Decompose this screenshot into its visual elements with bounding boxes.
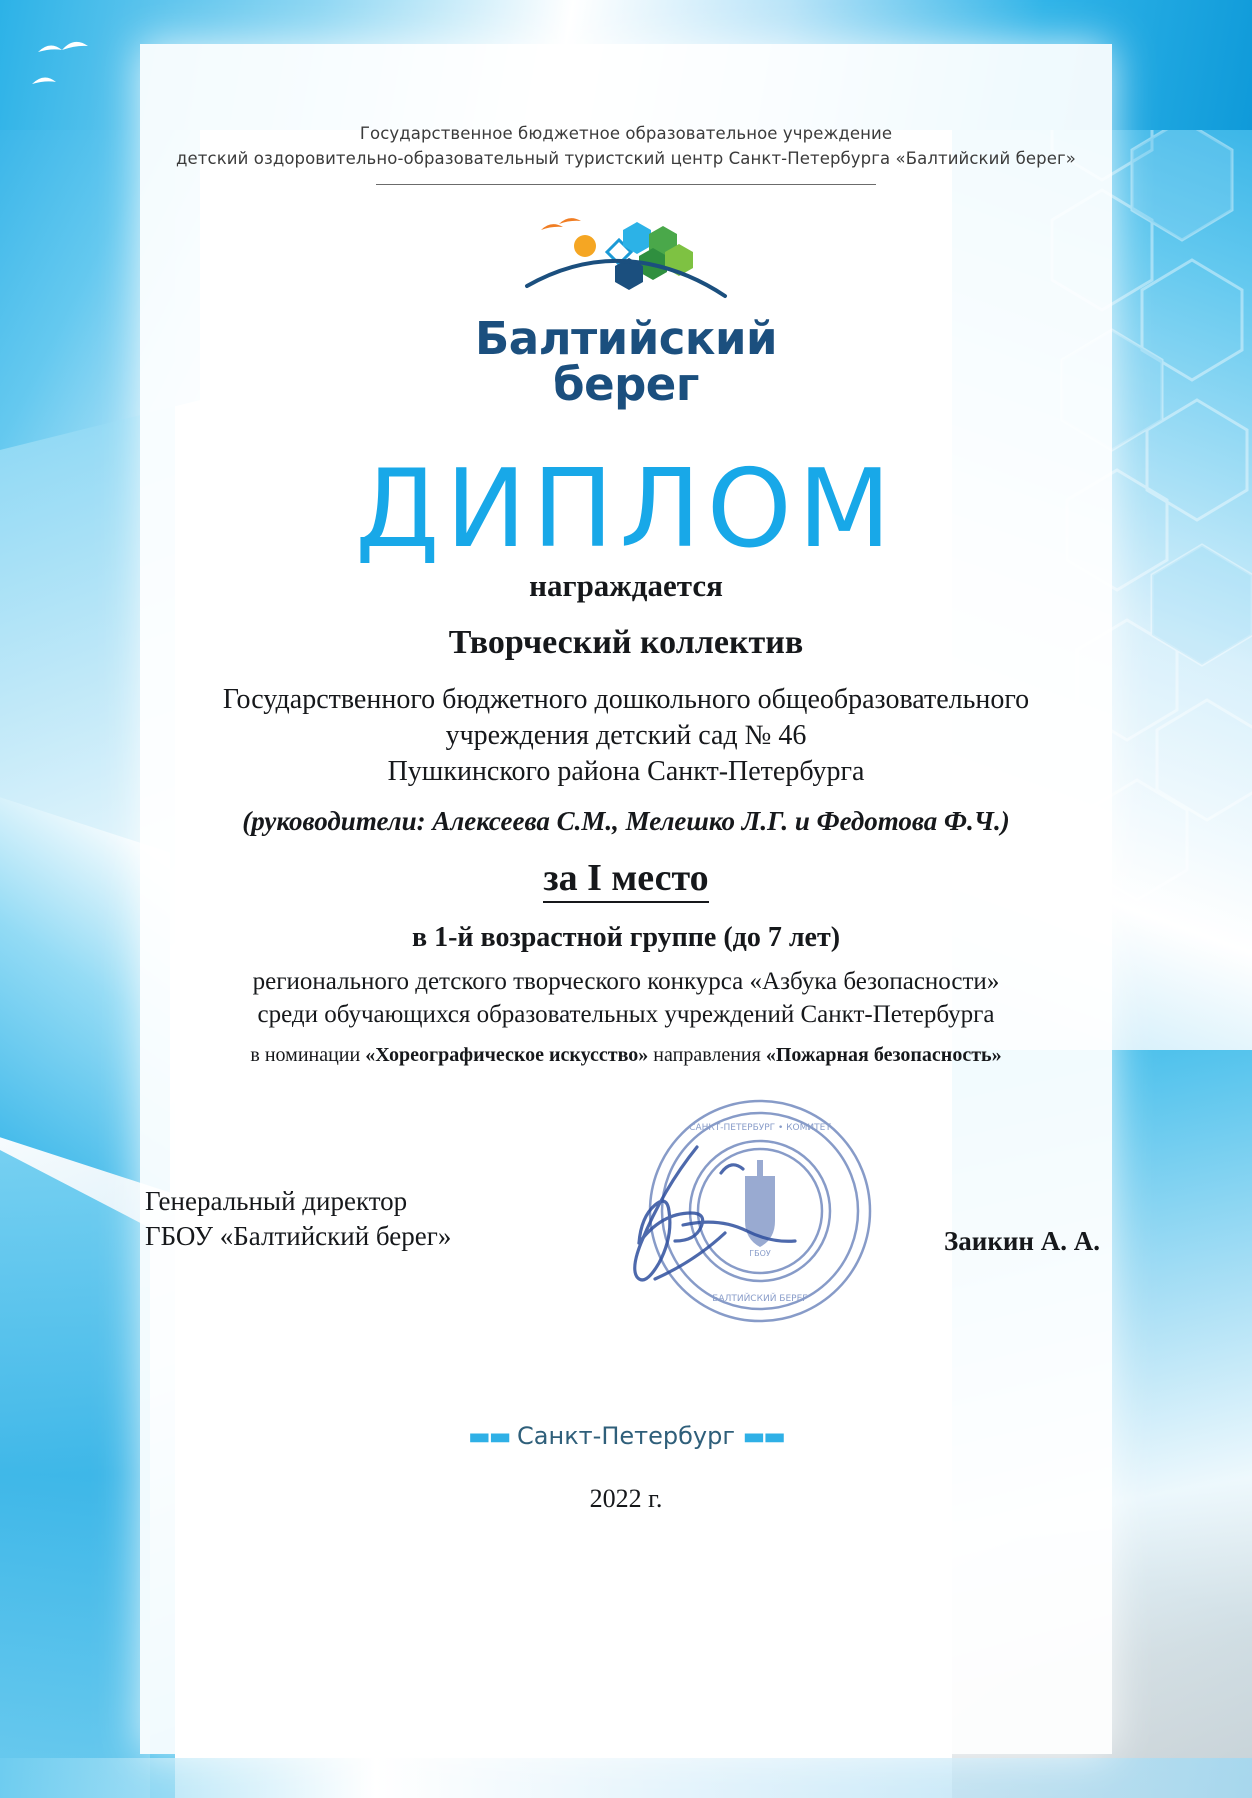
nomination-line: [160, 1044, 1092, 1067]
institution-line-2: учреждения детский сад № 46: [445, 719, 807, 751]
nomination-prefix: в номинации: [250, 1044, 366, 1066]
nomination-middle: направления: [648, 1044, 766, 1066]
cube-hexagon-logo-icon: [511, 212, 741, 322]
signatory-position: [145, 1184, 545, 1254]
dash-left: ▬▬: [468, 1422, 510, 1450]
place-award-text: за I место: [543, 857, 708, 903]
contest-block: [180, 966, 1072, 1031]
city-name: Санкт-Петербург: [517, 1422, 735, 1450]
city-footer: [140, 1422, 1112, 1450]
logo-text-line-1: Балтийский: [474, 312, 778, 365]
nomination-direction: «Пожарная безопасность»: [765, 1044, 1002, 1066]
age-group-line: в 1-й возрастной группе (до 7 лет): [411, 922, 841, 953]
nomination-name: «Хореографическое искусство»: [365, 1044, 649, 1066]
document-title: ДИПЛОМ: [355, 447, 897, 572]
leaders-line: (руководители: Алексеева С.М., Мелешко Л.Г. и Федотова Ф.Ч.): [242, 806, 1010, 836]
bottom-decorative-band: [0, 1758, 1252, 1798]
svg-text:БАЛТИЙСКИЙ БЕРЕГ: БАЛТИЙСКИЙ БЕРЕГ: [712, 1294, 808, 1304]
logo-text-line-2: берег: [553, 358, 699, 411]
signatory-position-line-1: Генеральный директор: [145, 1186, 408, 1216]
year-footer: 2022 г.: [589, 1484, 663, 1513]
svg-text:САНКТ-ПЕТЕРБУРГ • КОМИТЕТ: САНКТ-ПЕТЕРБУРГ • КОМИТЕТ: [689, 1123, 831, 1133]
dash-right: ▬▬: [742, 1422, 784, 1450]
svg-text:ГБОУ: ГБОУ: [749, 1249, 771, 1258]
signatory-name: Заикин А. А.: [944, 1226, 1100, 1256]
place-award: [140, 856, 1112, 900]
birds-icon: [28, 22, 138, 132]
organization-line-2: детский оздоровительно-образовательный туристский центр Санкт-Петербурга «Балтийский берег»: [176, 148, 1076, 168]
recipient-name: Творческий коллектив: [448, 624, 804, 661]
awarded-label: награждается: [529, 568, 723, 603]
institution-line-1: Государственного бюджетного дошкольного общеобразовательного: [222, 684, 1030, 715]
certificate-card: [140, 44, 1112, 1754]
logo-block: [140, 212, 1112, 411]
left-shape-bottom: [0, 1150, 150, 1798]
organization-header: [140, 122, 1112, 172]
institution-line-3: Пушкинского района Санкт-Петербурга: [387, 755, 865, 787]
contest-line-1: регионального детского творческого конкурса «Азбука безопасности»: [252, 968, 1000, 995]
institution-block: [200, 682, 1052, 789]
header-divider: [376, 184, 876, 185]
contest-line-2: среди обучающихся образовательных учреждений Санкт-Петербурга: [257, 1000, 995, 1028]
organization-line-1: Государственное бюджетное образовательное учреждение: [359, 124, 893, 143]
signatory-position-line-2: ГБОУ «Балтийский берег»: [145, 1221, 452, 1252]
